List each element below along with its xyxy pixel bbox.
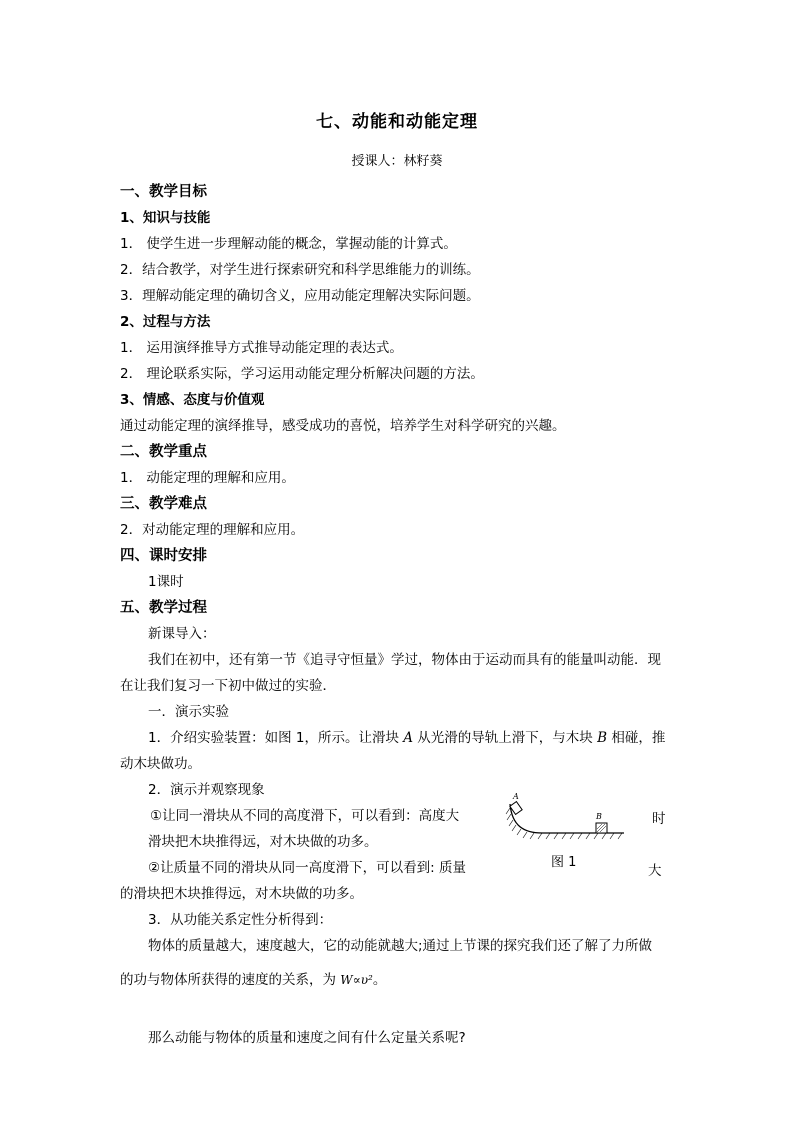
paragraph: ①让同一滑块从不同的高度滑下，可以看到：高度大 xyxy=(150,808,460,824)
symbol-b: B xyxy=(597,730,608,746)
paragraph: 2．演示并观察现象 xyxy=(148,782,265,798)
paragraph: ②让质量不同的滑块从同一高度滑下，可以看到: 质量 xyxy=(148,860,466,876)
section-heading-schedule: 四、课时安排 xyxy=(120,548,207,564)
wrapped-text: 时 xyxy=(652,811,666,827)
figure-label-a: A xyxy=(513,792,519,801)
paragraph: 一．演示实验 xyxy=(148,704,229,720)
subheading-attitude: 3、情感、态度与价值观 xyxy=(120,392,265,408)
paragraph: 3．从功能关系定性分析得到： xyxy=(148,912,333,928)
paragraph-text: 。 xyxy=(372,972,387,988)
subheading-process: 2、过程与方法 xyxy=(120,314,211,330)
section-heading-process: 五、教学过程 xyxy=(120,600,207,616)
paragraph: 滑块把木块推得远，对木块做的功多。 xyxy=(148,834,378,850)
section-heading-key-points: 二、教学重点 xyxy=(120,444,207,460)
section-heading-objectives: 一、教学目标 xyxy=(120,184,207,200)
page-title: 七、动能和动能定理 xyxy=(316,112,478,132)
paragraph: 我们在初中，还有第一节《追寻守恒量》学过，物体由于运动而具有的能量叫动能．现 xyxy=(148,652,661,668)
list-item: 1． 使学生进一步理解动能的概念，掌握动能的计算式。 xyxy=(120,236,457,252)
paragraph: 在让我们复习一下初中做过的实验． xyxy=(120,678,336,694)
paragraph-text: 相碰，推 xyxy=(607,730,666,746)
paragraph xyxy=(148,729,665,747)
paragraph: 物体的质量越大，速度越大，它的动能就越大;通过上节课的探究我们还了解了力所做 xyxy=(148,938,653,954)
list-item: 2．对动能定理的理解和应用。 xyxy=(120,522,305,538)
wrapped-text: 大 xyxy=(648,863,662,879)
paragraph: 1课时 xyxy=(148,574,184,590)
paragraph-text: 从光滑的导轨上滑下，与木块 xyxy=(413,730,598,746)
figure-label-b: B xyxy=(596,812,602,821)
paragraph-text: 1．介绍实验装置：如图 1，所示。让滑块 xyxy=(148,730,404,746)
figure-caption: 图 1 xyxy=(551,855,577,870)
list-item: 3．理解动能定理的确切含义，应用动能定理解决实际问题。 xyxy=(120,288,480,304)
symbol-a: A xyxy=(403,730,414,746)
paragraph: 动木块做功。 xyxy=(120,756,201,772)
paragraph xyxy=(120,971,386,989)
paragraph: 新课导入： xyxy=(148,626,216,642)
subheading-knowledge: 1、知识与技能 xyxy=(120,210,211,226)
paragraph-text: 的功与物体所获得的速度的关系，为 xyxy=(120,972,341,988)
section-heading-difficulties: 三、教学难点 xyxy=(120,496,207,512)
paragraph: 那么动能与物体的质量和速度之间有什么定量关系呢? xyxy=(148,1030,466,1046)
list-item: 2． 理论联系实际，学习运用动能定理分析解决问题的方法。 xyxy=(120,366,484,382)
paragraph: 通过动能定理的演绎推导，感受成功的喜悦，培养学生对科学研究的兴趣。 xyxy=(120,418,566,434)
list-item: 1． 运用演绎推导方式推导动能定理的表达式。 xyxy=(120,340,403,356)
paragraph: 的滑块把木块推得远，对木块做的功多。 xyxy=(120,886,363,902)
list-item: 2．结合教学，对学生进行探索研究和科学思维能力的训练。 xyxy=(120,262,480,278)
list-item: 1． 动能定理的理解和应用。 xyxy=(120,470,295,486)
formula: W∝υ² xyxy=(340,973,373,987)
author-line: 授课人：林籽葵 xyxy=(351,154,443,169)
